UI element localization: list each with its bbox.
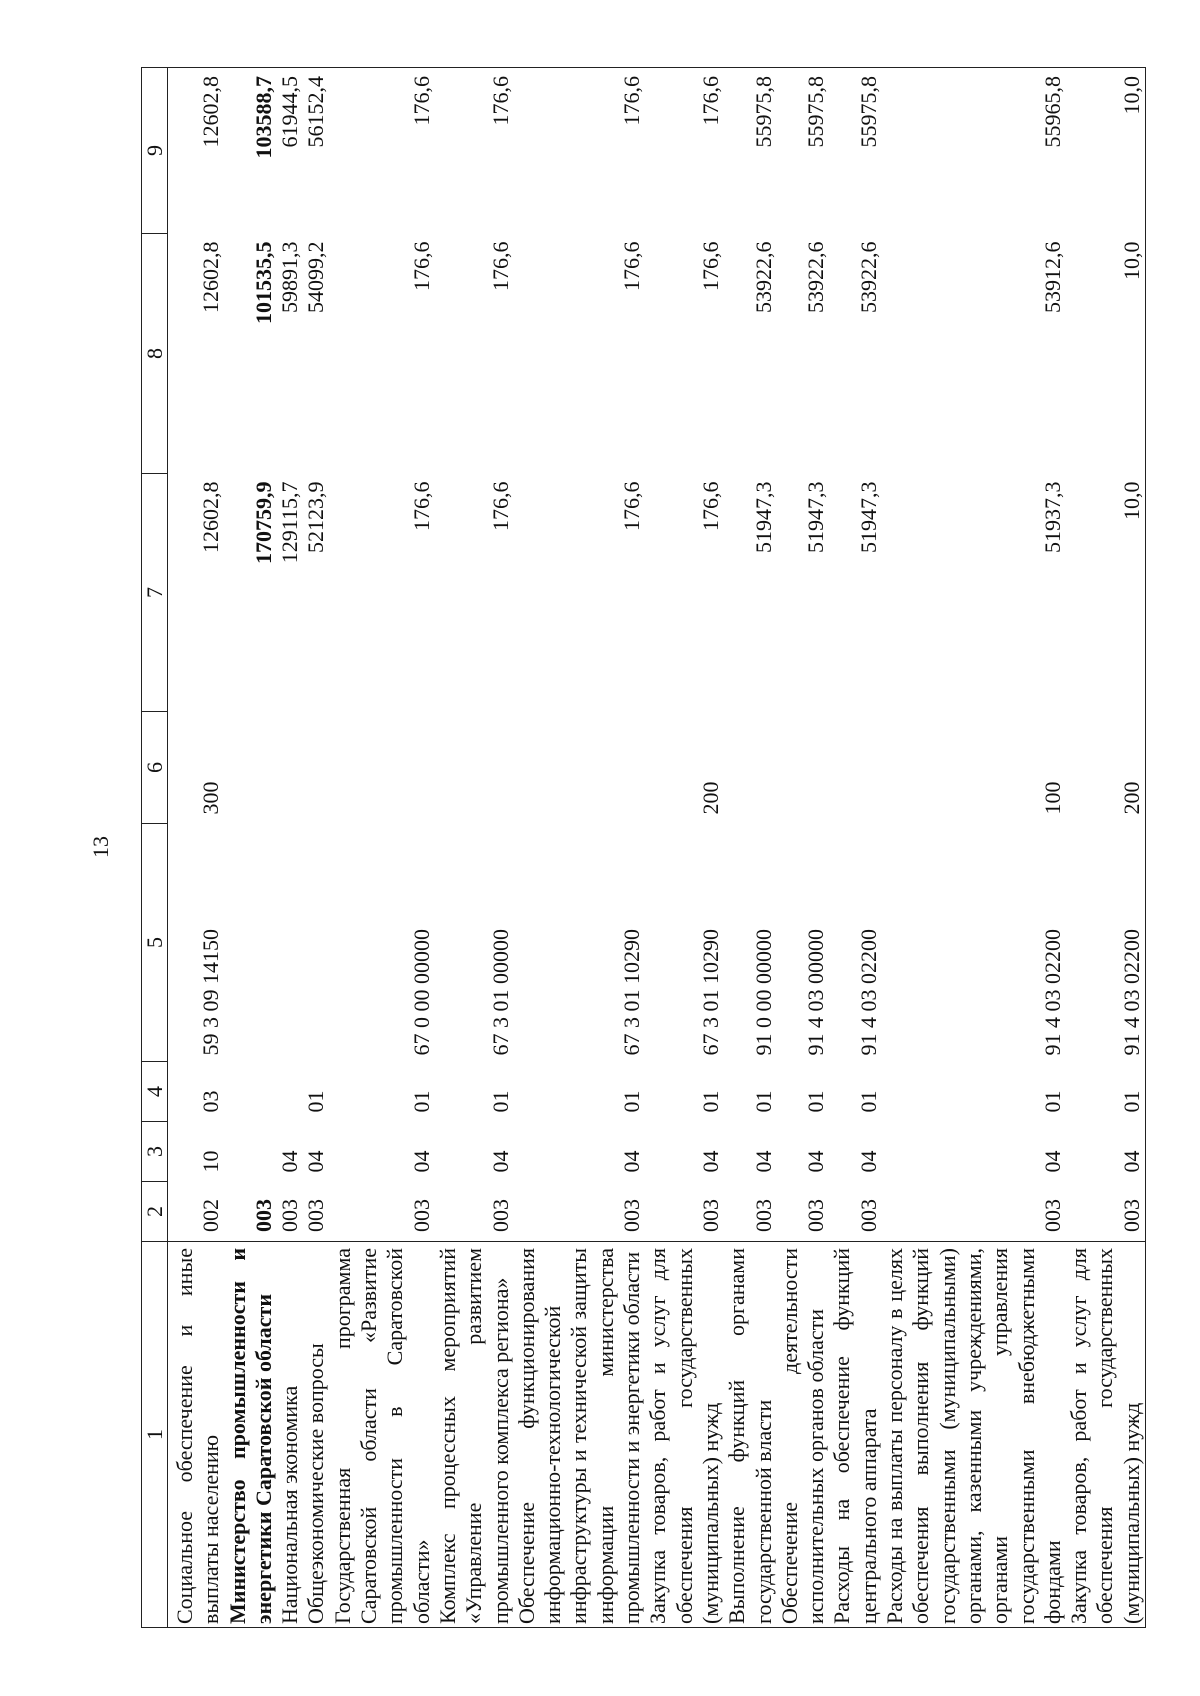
subsection-code-cell: 01 bbox=[487, 1090, 513, 1113]
amount-year-2-cell: 12602,8 bbox=[198, 241, 224, 313]
subsection-code-cell: 01 bbox=[303, 1090, 329, 1113]
row-name-cell: Выполнение функций органами государственной власти bbox=[724, 1242, 777, 1628]
subsection-code-cell: 01 bbox=[855, 1090, 881, 1113]
subsection-code-cell bbox=[225, 1062, 278, 1122]
section-code-cell: 04 bbox=[1039, 1150, 1065, 1173]
header-row bbox=[142, 68, 168, 1628]
target-article-cell: 59 3 09 14150 bbox=[198, 929, 224, 1056]
section-code-cell bbox=[225, 1122, 278, 1182]
ministry-code-cell: 003 bbox=[619, 1199, 645, 1232]
expense-type-cell bbox=[777, 712, 830, 824]
amount-year-2-cell: 59891,3 bbox=[277, 241, 303, 313]
expense-type-cell: 200 bbox=[697, 781, 723, 815]
table-row bbox=[435, 68, 514, 1628]
amount-year-1-cell: 51947,3 bbox=[855, 481, 881, 553]
amount-year-1-cell: 170759,9 bbox=[250, 481, 276, 564]
ministry-code-cell: 003 bbox=[1039, 1199, 1065, 1232]
subsection-code-cell: 03 bbox=[198, 1090, 224, 1113]
column-header: 8 bbox=[142, 234, 168, 474]
table-row bbox=[829, 68, 882, 1628]
expense-type-cell bbox=[514, 712, 645, 824]
ministry-code-cell: 003 bbox=[303, 1199, 329, 1232]
expense-type-cell bbox=[435, 712, 514, 824]
expense-type-cell bbox=[829, 712, 882, 824]
amount-year-3-cell: 176,6 bbox=[408, 76, 434, 126]
target-article-cell: 67 3 01 00000 bbox=[487, 929, 513, 1056]
row-name-cell: Государственная программа Саратовской области «Развитие промышленности в Саратовской области» bbox=[330, 1242, 435, 1628]
section-code-cell: 04 bbox=[277, 1150, 303, 1173]
subsection-code-cell: 01 bbox=[1039, 1090, 1065, 1113]
table-row bbox=[330, 68, 435, 1628]
amount-year-1-cell: 51947,3 bbox=[750, 481, 776, 553]
expense-type-cell: 300 bbox=[198, 781, 224, 815]
target-article-cell bbox=[225, 824, 278, 1062]
column-header: 2 bbox=[142, 1182, 168, 1242]
subsection-code-cell: 01 bbox=[803, 1090, 829, 1113]
table-row bbox=[777, 68, 830, 1628]
target-article-cell: 67 3 01 10290 bbox=[697, 929, 723, 1056]
section-code-cell: 04 bbox=[697, 1150, 723, 1173]
expense-type-cell bbox=[303, 712, 329, 824]
row-name-cell: Закупка товаров, работ и услуг для обеспечения государственных (муниципальных) нужд bbox=[1066, 1242, 1145, 1628]
row-name-cell: Расходы на выплаты персоналу в целях обеспечения выполнения функций государственными (муниципальными) органами, казенными учреждениями, органами управления государственными внебюджетными фондами bbox=[882, 1242, 1066, 1628]
amount-year-3-cell: 176,6 bbox=[619, 76, 645, 126]
row-name-cell: Министерство промышленности и энергетики Саратовской области bbox=[225, 1242, 278, 1628]
amount-year-2-cell: 10,0 bbox=[1118, 241, 1144, 280]
target-article-cell: 91 4 03 02200 bbox=[855, 929, 881, 1056]
section-code-cell: 04 bbox=[855, 1150, 881, 1173]
column-header: 1 bbox=[142, 1242, 168, 1628]
amount-year-3-cell: 103588,7 bbox=[250, 76, 276, 159]
amount-year-3-cell: 176,6 bbox=[487, 76, 513, 126]
amount-year-1-cell: 51947,3 bbox=[803, 481, 829, 553]
row-name-cell: Социальное обеспечение и иные выплаты населению bbox=[172, 1242, 225, 1628]
amount-year-2-cell: 53922,6 bbox=[803, 241, 829, 313]
row-name-cell: Комплекс процессных мероприятий «Управление развитием промышленного комплекса региона» bbox=[435, 1242, 514, 1628]
amount-year-2-cell: 176,6 bbox=[487, 241, 513, 291]
target-article-cell: 91 4 03 00000 bbox=[803, 929, 829, 1056]
table-body bbox=[168, 68, 1146, 1628]
section-code-cell: 04 bbox=[303, 1150, 329, 1173]
row-name-cell: Обеспечение функционирования информационно-технологической инфраструктуры и технической защиты информации министерства промышленности и энергетики области bbox=[514, 1242, 645, 1628]
ministry-code-cell: 003 bbox=[750, 1199, 776, 1232]
row-name-cell: Обеспечение деятельности исполнительных органов области bbox=[777, 1242, 830, 1628]
amount-year-3-cell: 12602,8 bbox=[198, 76, 224, 148]
column-header: 7 bbox=[142, 474, 168, 712]
amount-year-3-cell: 55975,8 bbox=[803, 76, 829, 148]
amount-year-2-cell: 176,6 bbox=[408, 241, 434, 291]
ministry-code-cell: 003 bbox=[1118, 1199, 1144, 1232]
amount-year-3-cell: 56152,4 bbox=[303, 76, 329, 148]
ministry-code-cell: 002 bbox=[198, 1199, 224, 1232]
ministry-code-cell: 003 bbox=[855, 1199, 881, 1232]
column-header: 9 bbox=[142, 68, 168, 234]
section-code-cell: 10 bbox=[198, 1150, 224, 1173]
ministry-code-cell: 003 bbox=[803, 1199, 829, 1232]
subsection-code-cell: 01 bbox=[697, 1090, 723, 1113]
amount-year-1-cell: 129115,7 bbox=[277, 481, 303, 564]
amount-year-2-cell: 53912,6 bbox=[1039, 241, 1065, 313]
table-row bbox=[645, 68, 724, 1628]
ministry-code-cell: 003 bbox=[250, 1199, 276, 1232]
ministry-code-cell: 003 bbox=[697, 1199, 723, 1232]
table-row bbox=[225, 68, 278, 1628]
amount-year-2-cell: 54099,2 bbox=[303, 241, 329, 313]
table-row bbox=[724, 68, 777, 1628]
table-row bbox=[882, 68, 1066, 1628]
amount-year-3-cell: 55965,8 bbox=[1039, 76, 1065, 148]
amount-year-1-cell: 176,6 bbox=[697, 481, 723, 531]
subsection-code-cell: 01 bbox=[619, 1090, 645, 1113]
subsection-code-cell: 01 bbox=[1118, 1090, 1144, 1113]
section-code-cell: 04 bbox=[408, 1150, 434, 1173]
amount-year-3-cell: 176,6 bbox=[697, 76, 723, 126]
table-row bbox=[1066, 68, 1145, 1628]
amount-year-1-cell: 176,6 bbox=[408, 481, 434, 531]
target-article-cell: 91 4 03 02200 bbox=[1039, 929, 1065, 1056]
expense-type-cell: 200 bbox=[1118, 781, 1144, 815]
target-article-cell: 67 3 01 10290 bbox=[619, 929, 645, 1056]
amount-year-1-cell: 12602,8 bbox=[198, 481, 224, 553]
amount-year-2-cell: 176,6 bbox=[619, 241, 645, 291]
expense-type-cell bbox=[277, 712, 303, 824]
rotated-table-wrapper bbox=[141, 68, 1200, 1628]
column-header: 6 bbox=[142, 712, 168, 824]
ministry-code-cell: 003 bbox=[487, 1199, 513, 1232]
column-header: 4 bbox=[142, 1062, 168, 1122]
table-row bbox=[172, 68, 225, 1628]
amount-year-1-cell: 52123,9 bbox=[303, 481, 329, 553]
page-number: 13 bbox=[88, 836, 113, 858]
subsection-code-cell: 01 bbox=[408, 1090, 434, 1113]
target-article-cell bbox=[277, 824, 303, 1062]
section-code-cell: 04 bbox=[803, 1150, 829, 1173]
column-header: 3 bbox=[142, 1122, 168, 1182]
section-code-cell: 04 bbox=[487, 1150, 513, 1173]
section-code-cell: 04 bbox=[750, 1150, 776, 1173]
table-row bbox=[514, 68, 645, 1628]
amount-year-1-cell: 51937,3 bbox=[1039, 481, 1065, 553]
amount-year-1-cell: 176,6 bbox=[487, 481, 513, 531]
target-article-cell: 67 0 00 00000 bbox=[408, 929, 434, 1056]
target-article-cell: 91 4 03 02200 bbox=[1118, 929, 1144, 1056]
budget-table bbox=[141, 67, 1146, 1628]
row-name-cell: Расходы на обеспечение функций центрального аппарата bbox=[829, 1242, 882, 1628]
subsection-code-cell bbox=[277, 1062, 303, 1122]
amount-year-1-cell: 10,0 bbox=[1118, 481, 1144, 520]
amount-year-1-cell: 176,6 bbox=[619, 481, 645, 531]
amount-year-3-cell: 61944,5 bbox=[277, 76, 303, 148]
expense-type-cell bbox=[724, 712, 777, 824]
expense-type-cell bbox=[225, 712, 278, 824]
amount-year-3-cell: 10,0 bbox=[1118, 76, 1144, 115]
target-article-cell bbox=[303, 824, 329, 1062]
amount-year-3-cell: 55975,8 bbox=[855, 76, 881, 148]
section-code-cell: 04 bbox=[619, 1150, 645, 1173]
row-name-cell: Общеэкономические вопросы bbox=[303, 1242, 329, 1628]
expense-type-cell: 100 bbox=[1039, 781, 1065, 815]
ministry-code-cell: 003 bbox=[408, 1199, 434, 1232]
amount-year-3-cell: 55975,8 bbox=[750, 76, 776, 148]
expense-type-cell bbox=[330, 712, 435, 824]
amount-year-2-cell: 101535,5 bbox=[250, 241, 276, 324]
table-row bbox=[277, 68, 303, 1628]
column-header: 5 bbox=[142, 824, 168, 1062]
row-name-cell: Закупка товаров, работ и услуг для обеспечения государственных (муниципальных) нужд bbox=[645, 1242, 724, 1628]
section-code-cell: 04 bbox=[1118, 1150, 1144, 1173]
amount-year-2-cell: 53922,6 bbox=[750, 241, 776, 313]
amount-year-2-cell: 176,6 bbox=[697, 241, 723, 291]
subsection-code-cell: 01 bbox=[750, 1090, 776, 1113]
ministry-code-cell: 003 bbox=[277, 1199, 303, 1232]
table-row bbox=[303, 68, 329, 1628]
amount-year-2-cell: 53922,6 bbox=[855, 241, 881, 313]
row-name-cell: Национальная экономика bbox=[277, 1242, 303, 1628]
target-article-cell: 91 0 00 00000 bbox=[750, 929, 776, 1056]
